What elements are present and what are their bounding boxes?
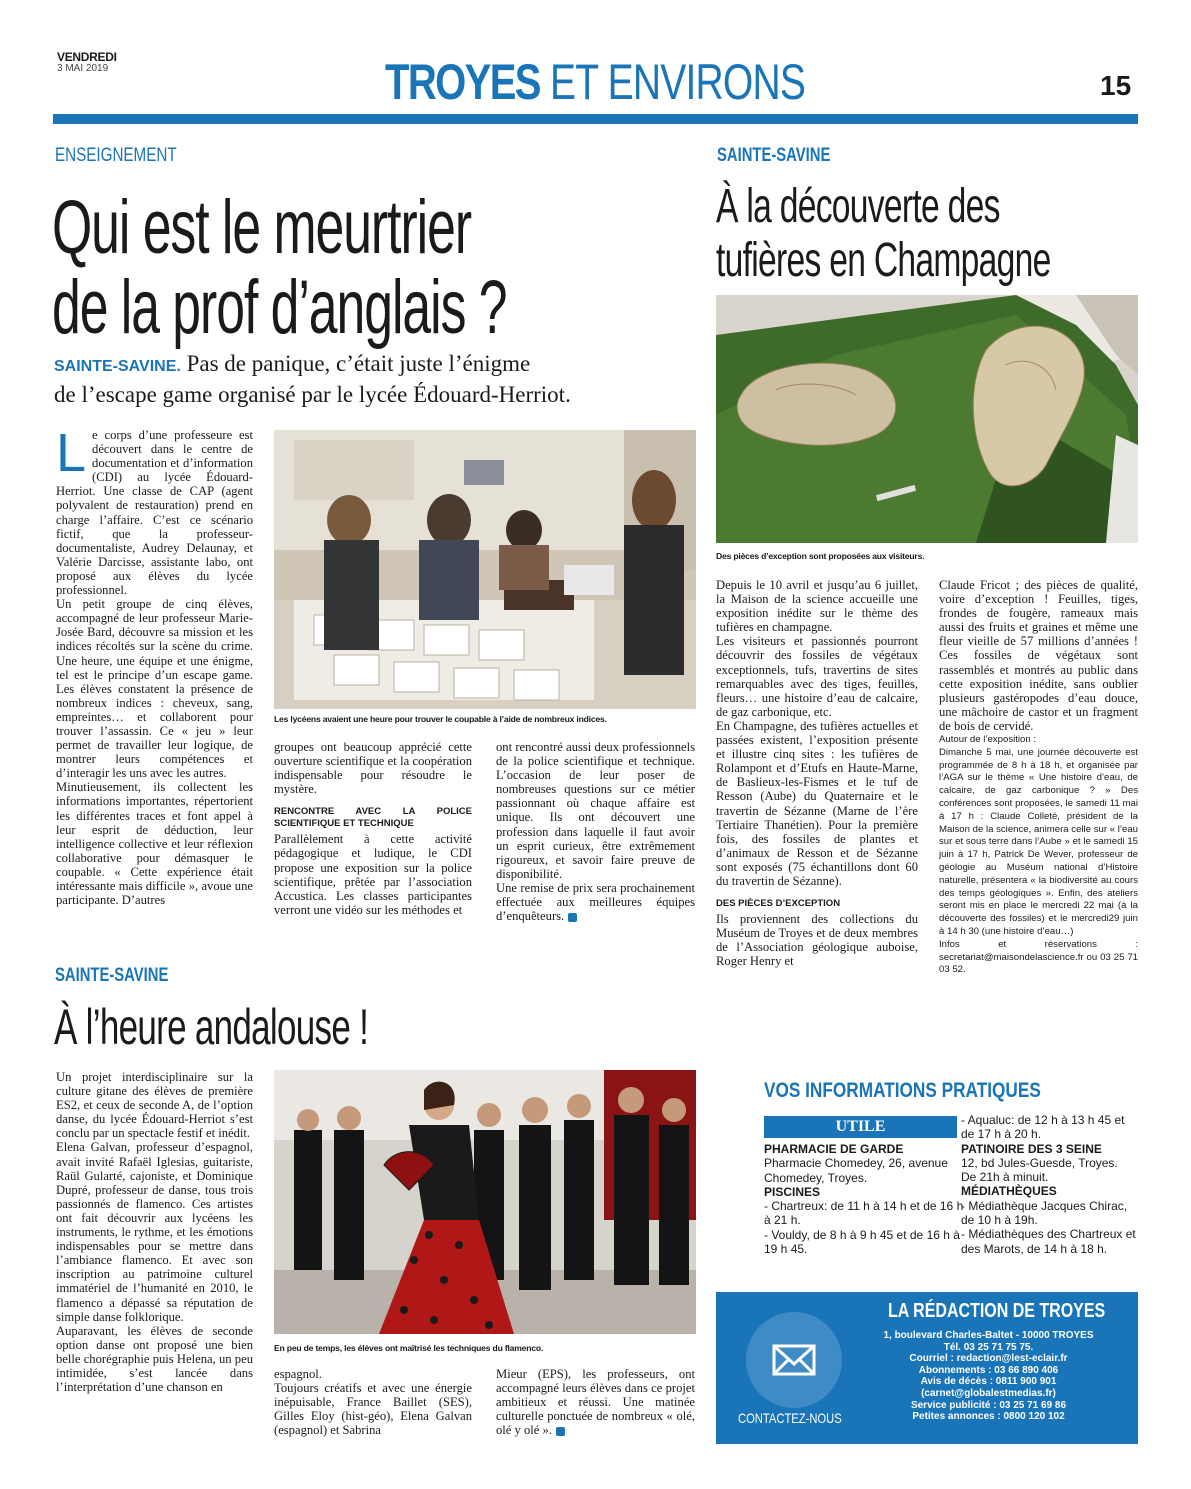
section-title-bold: TROYES [385,54,540,110]
article1-headline-line2: de la prof d’anglais ? [52,265,507,350]
envelope-glyph [746,1312,842,1408]
page-number: 15 [1100,70,1132,101]
article1-chapo [54,350,704,409]
header-rule [53,114,1138,124]
article2-headline-line1: À la découverte des [716,180,1000,233]
chapo-text-1: Pas de panique, c’était juste l’énigme [186,351,531,376]
flamenco-photo [274,1070,696,1334]
redaction-line: 1, boulevard Charles-Baltet - 10000 TROYES [883,1330,1094,1341]
article2-caption: Des pièces d’exception sont proposées aux visiteurs. [716,551,925,561]
article3-caption: En peu de temps, les élèves ont maîtrisé les techniques du flamenco. [274,1343,544,1353]
escape-game-illustration [274,430,696,709]
redaction-line: Tél. 03 25 71 75 75. [943,1341,1034,1353]
article3-col1-p1: Un projet interdisciplinaire sur la culture gitane des élèves de première ES2, et ceux de seconde A, de l’option danse, du lycée Édouard-Herriot s’est conclu par un spectacle festif et inédit. [56,1070,253,1141]
edition-date [57,51,117,75]
article1-headline-line1: Qui est le meurtrier [52,185,472,270]
pratique-left-line: - Chartreux: de 11 h à 14 h et de 16 h à 21 h. [764,1199,964,1228]
envelope-icon [746,1312,842,1408]
pratique-left-line: - Vouldy, de 8 h à 9 h 45 et de 16 h à 19 h 45. [764,1227,960,1257]
article1-col2-p2: Parallèlement à cette activité pédagogique et ludique, le CDI propose une exposition sur la police scientifique, prêtée par l’association Accustica. Les classes participantes verront une vidéo sur les méthodes et [274,832,472,917]
article1-col1-p2: Un petit groupe de cinq élèves, accompagné de leur professeur Marie-Josée Bard, découvre sa mission et les indices récoltés sur la scène du crime. Une heure, une équipe et une énigme, tel est le principe d’un escape game. Les élèves constatent la présence de nombreux indices : cheveux, sang, empreintes… et collaborent pour trouver l’assassin. Ce « jeu » leur permet de travailler leur logique, de montrer leurs compétences et d’interagir les uns avec les autres. [56,597,253,781]
article3-col3-p1: Mieur (EPS), les professeurs, ont accompagné leurs élèves dans ce projet ambitieux et réussi. Une matinée culturelle ponctuée de nombreux « olé, olé y olé ». [496,1367,695,1438]
redaction-line: Courriel : redaction@lest-eclair.fr [909,1353,1068,1365]
article2-col2 [939,578,1138,977]
article2-col1-p1: Depuis le 10 avril et jusqu’au 6 juillet, la Maison de la science accueille une exposition inédite sur le thème des tufières en champagne. [716,578,918,635]
end-mark [568,913,577,922]
redaction-title: LA RÉDACTION DE TROYES [888,1300,1106,1322]
redaction-line: Service publicité : 03 25 71 69 86 [910,1399,1067,1411]
fossils-photo [716,295,1138,543]
redaction-line: Avis de décès : 0811 900 901 [920,1376,1057,1388]
fossils-illustration [716,295,1138,543]
pratique-right [961,1113,1136,1256]
section-title-light: ET ENVIRONS [550,54,806,110]
article2-kicker: SAINTE-SAVINE [717,145,831,166]
pratique-title: VOS INFORMATIONS PRATIQUES [764,1079,1041,1102]
article2-info: Infos et réservations : secretariat@maisondelascience.fr ou 03 25 71 03 52. [939,938,1138,976]
redaction-line: Abonnements : 03 66 890 406 [918,1364,1059,1376]
article2-col1-p3: En Champagne, des tufières actuelles et passées existent, l’exposition présente et illustre cinq sites : les tufières de Rolampont et d’Etufs en Haute-Marne, de Baslieux-les-Fismes et le tuf de Resson (Aube) du Quaternaire et le travertin de Sézanne (Marne de l’ère Tertiaire Thanétien). Pour la première fois, des fossiles de plantes et d’animaux de Resson et de Sézanne sont exposés (75 échantillons dont 60 du travertin de Sézanne). [716,718,918,888]
redaction-box [716,1292,1138,1444]
article1-col1-p1: e corps d’une professeure est découvert dans le centre de documentation et d’information (CDI) au lycée Édouard-Herriot. Une classe de CAP (agent polyvalent de restauration) prend en charge l’affaire. C’est ce scénario fictif, que la professeur-documentaliste, Audrey Delaunay, et Valérie Darcisse, assistante labo, ont proposé aux élèves du lycée professionnel. [56,428,253,598]
utile-badge: UTILE [764,1116,957,1138]
pratique-left [764,1142,964,1256]
article1-kicker: ENSEIGNEMENT [55,145,177,166]
pratique-right-line: 12, bd Jules-Guesde, Troyes. De 21h à minuit. [961,1155,1118,1185]
drop-cap: L [56,428,87,483]
article3-col3 [496,1367,695,1437]
article1-col2-p1: groupes ont beaucoup apprécié cette ouverture scientifique et la coopération indispensable pour résoudre le mystère. [274,740,472,797]
article2-headline-line2: tufières en Champagne [716,234,1051,287]
article1-col1-p3: Minutieusement, ils collectent les informations importantes, répertorient les différentes traces et font appel à leur esprit de déduction, leur intelligence collective et leur réflexion collaborative pour démasquer le coupable. « Cette expérience était intéressante mais difficile », avoue une participante. D’autres [56,780,253,908]
article3-headline: À l’heure andalouse ! [54,999,369,1055]
article2-col1-p2: Les visiteurs et passionnés pourront découvrir des fossiles de végétaux exceptionnels, tufs, travertins de sites remarquables avec des tiges, feuilles, fleurs… une histoire d’eau de calcaire, de gaz carbonique, etc. [716,634,918,719]
pratique-right-heading: MÉDIATHÈQUES [961,1184,1057,1199]
article3-col2-p2: Toujours créatifs et avec une énergie inépuisable, France Baillet (SES), Gilles Eloy (hist-géo), Elena Galvan (espagnol) et Sabrina [274,1381,472,1438]
redaction-line: Petites annonces : 0800 120 102 [912,1411,1065,1423]
contact-label: CONTACTEZ-NOUS [738,1410,842,1426]
article2-small-title: Autour de l’exposition : [939,734,1037,746]
redaction-lines [846,1330,1131,1423]
article1-headline [52,185,507,350]
article1-caption: Les lycéens avaient une heure pour trouver le coupable à l’aide de nombreux indices. [274,714,607,724]
article2-small-text: Dimanche 5 mai, une journée découverte est programmée de 8 h à 18 h, et organisée par l’AGA sur le thème « Une histoire d’eau, de calcaire, de gaz carbonique ? » Des conférences sont proposées, le samedi 11 mai à 17 h : Claude Colleté, président de la Maison de la science, animera celle sur « l’eau sur et sous terre dans l’Aube » et le samedi 15 juin à 17 h, Patrick De Wever, professeur de géologie au Muséum national d’Histoire naturelle, présentera « la biodiversité au cours des temps géologiques ». Enfin, des ateliers seront mis en place le mercredi 22 mai (à la découverte des fossiles) et le mercredi29 juin à 14 h 30 (une histoire d’eau…) [939,746,1138,937]
day: VENDREDI [57,50,117,64]
article1-col3 [496,740,695,923]
date: 3 MAI 2019 [57,63,109,74]
article2-col1 [716,578,918,1058]
redaction-line: (carnet@globalestmedias.fr) [921,1387,1056,1399]
article1-col3-p2: Une remise de prix sera prochainement effectuée aux meilleures équipes d’enquêteurs. [496,880,695,924]
article1-col2 [274,740,472,917]
pratique-left-heading: PISCINES [764,1184,821,1199]
article1-subhead: RENCONTRE AVEC LA POLICE SCIENTIFIQUE ET TECHNIQUE [274,806,472,830]
article3-col1-p2: Elena Galvan, professeur d’espagnol, avait invité Rafaël Iglesias, guitariste, Raül Gularté, cajoniste, et Dominique Dupré, professeur de danse, tous trois passionnés de flamenco. Ces artistes ont fait découvrir aux lycéens les instruments, le rythme, et les émotions indispensables pour se mettre dans l’ambiance flamenco. Et avec son inscription au patrimoine culturel immatériel de l’humanité en 2010, le flamenco a dépassé sa réputation de simple danse folklorique. [56,1140,253,1324]
article2-headline [716,180,1051,288]
flamenco-illustration [274,1070,696,1334]
article2-col2-p1: Claude Fricot ; des pièces de qualité, voire d’exception ! Feuilles, tiges, frondes de fougère, rameaux mais aussi des fruits et graines et même une fleur vieille de 57 millions d’années ! Ces fossiles de végétaux sont rassemblés et montrés au public dans cette exposition inédite, sans oublier plusieurs gastéropodes d’eau douce, une mâchoire de castor et un fragment de bois de cervidé. [939,578,1138,733]
article1-col3-p1: ont rencontré aussi deux professionnels de la police scientifique et technique. L’occasion de leur poser de nombreuses questions sur ce métier passionnant où chaque affaire est unique. Ils ont découvert une profession dans laquelle il faut avoir un esprit curieux, être extrêmement rigoureux, et savoir faire preuve de disponibilité. [496,740,695,881]
pratique-right-heading: PATINOIRE DES 3 SEINE [961,1141,1102,1156]
article3-kicker: SAINTE-SAVINE [55,965,169,986]
pratique-right-line: - Aqualuc: de 12 h à 13 h 45 et de 17 h à 20 h. [961,1113,1125,1142]
end-mark [556,1427,565,1436]
chapo-text-2: de l’escape game organisé par le lycée Édouard-Herriot. [54,382,571,407]
article3-col1-p3: Auparavant, les élèves de seconde option danse ont proposé une bien belle chorégraphie puis Helena, un peu intimidée, s’est lancée dans l’interprétation d’une chanson en [56,1323,253,1395]
article2-subhead: DES PIÈCES D’EXCEPTION [716,898,841,910]
article2-col1-p4: Ils proviennent des collections du Muséum de Troyes et de deux membres de l’Association géologique auboise, Roger Henry et [716,912,918,969]
escape-game-photo [274,430,696,709]
pratique-right-line: - Médiathèque Jacques Chirac, de 10 h à 19h. [961,1198,1128,1228]
pratique-left-line: Pharmacie Chomedey, 26, avenue Chomedey, Troyes. [764,1156,948,1185]
article1-col1 [56,428,253,933]
article3-col2 [274,1367,472,1437]
article3-col1 [56,1070,253,1452]
chapo-place: SAINTE-SAVINE. [54,358,181,375]
article3-col2-p1: espagnol. [274,1367,322,1381]
pratique-right-line: - Médiathèques des Chartreux et des Marots, de 14 h à 18 h. [961,1227,1136,1256]
pratique-left-heading: PHARMACIE DE GARDE [764,1142,904,1156]
